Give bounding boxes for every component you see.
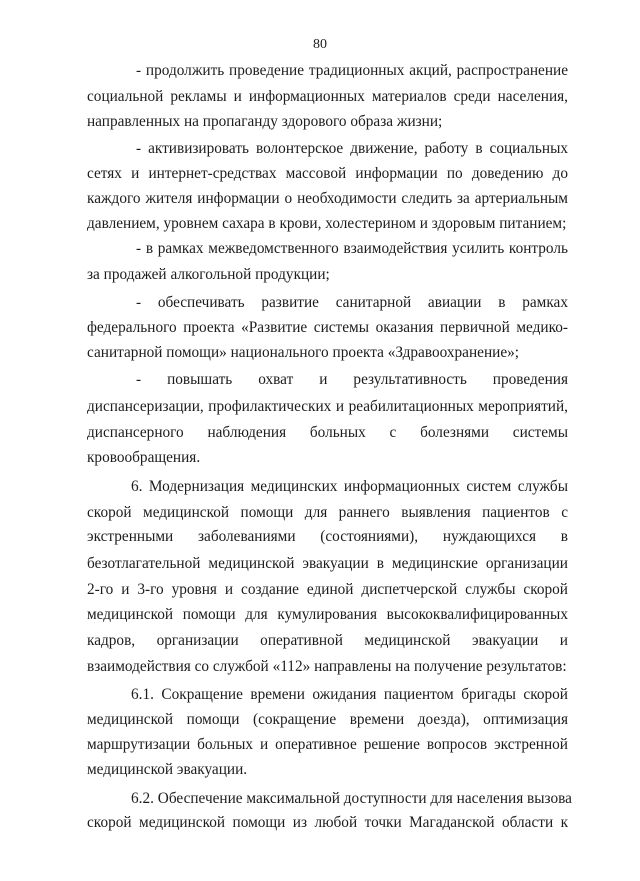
text-line: сетях и интернет-средствах массовой информации по доведению до xyxy=(87,165,568,182)
text-line: кровообращения. xyxy=(87,449,201,466)
text-line: - активизировать волонтерское движение, работу в социальных xyxy=(136,140,568,157)
text-line: за продажей алкогольной продукции; xyxy=(87,266,330,283)
text-line: - продолжить проведение традиционных акций, распространение xyxy=(136,62,568,79)
text-line: давлением, уровнем сахара в крови, холестерином и здоровым питанием; xyxy=(87,215,567,232)
text-line: медицинской эвакуации. xyxy=(87,761,248,778)
text-line: диспансерного наблюдения больных с болезнями системы xyxy=(87,424,568,441)
text-line: маршрутизации больных и оперативное решение вопросов экстренной xyxy=(87,736,568,753)
text-line: каждого жителя информации о необходимости следить за артериальным xyxy=(87,190,568,207)
text-line: - в рамках межведомственного взаимодействия усилить контроль xyxy=(136,240,568,257)
text-line: медицинской помощи (сокращение времени доезда), оптимизация xyxy=(87,711,568,728)
text-line: 6.2. Обеспечение максимальной доступности для населения вызова xyxy=(131,790,572,807)
text-line: диспансеризации, профилактических и реабилитационных мероприятий, xyxy=(87,398,568,415)
text-line: медицинской помощи для кумулирования высококвалифицированных xyxy=(87,606,568,623)
text-line: безотлагательной медицинской эвакуации в медицинские организации xyxy=(87,555,568,572)
text-line: скорой медицинской помощи для раннего выявления пациентов с xyxy=(87,504,568,521)
text-line: санитарной помощи» национального проекта «Здравоохранение»; xyxy=(87,344,520,361)
text-line: экстренными заболеваниями (состояниями), нуждающихся в xyxy=(87,528,568,545)
text-line: федерального проекта «Развитие системы оказания первичной медико- xyxy=(87,319,568,336)
text-line: - обеспечивать развитие санитарной авиации в рамках xyxy=(136,294,568,311)
text-line: социальной рекламы и информационных материалов среди населения, xyxy=(87,88,568,105)
text-line: взаимодействия со службой «112» направлены на получение результатов: xyxy=(87,658,567,675)
text-line: - повышать охват и результативность проведения xyxy=(136,371,568,388)
page-number: 80 xyxy=(313,37,327,52)
text-line: 2-го и 3-го уровня и создание единой диспетчерской службы скорой xyxy=(87,581,568,598)
text-line: 6.1. Сокращение времени ожидания пациентом бригады скорой xyxy=(131,686,568,703)
text-line: 6. Модернизация медицинских информационных систем службы xyxy=(131,478,568,495)
text-line: направленных на пропаганду здорового образа жизни; xyxy=(87,113,443,130)
text-line: скорой медицинской помощи из любой точки Магаданской области к xyxy=(87,814,568,831)
text-line: кадров, организации оперативной медицинской эвакуации и xyxy=(87,632,568,649)
